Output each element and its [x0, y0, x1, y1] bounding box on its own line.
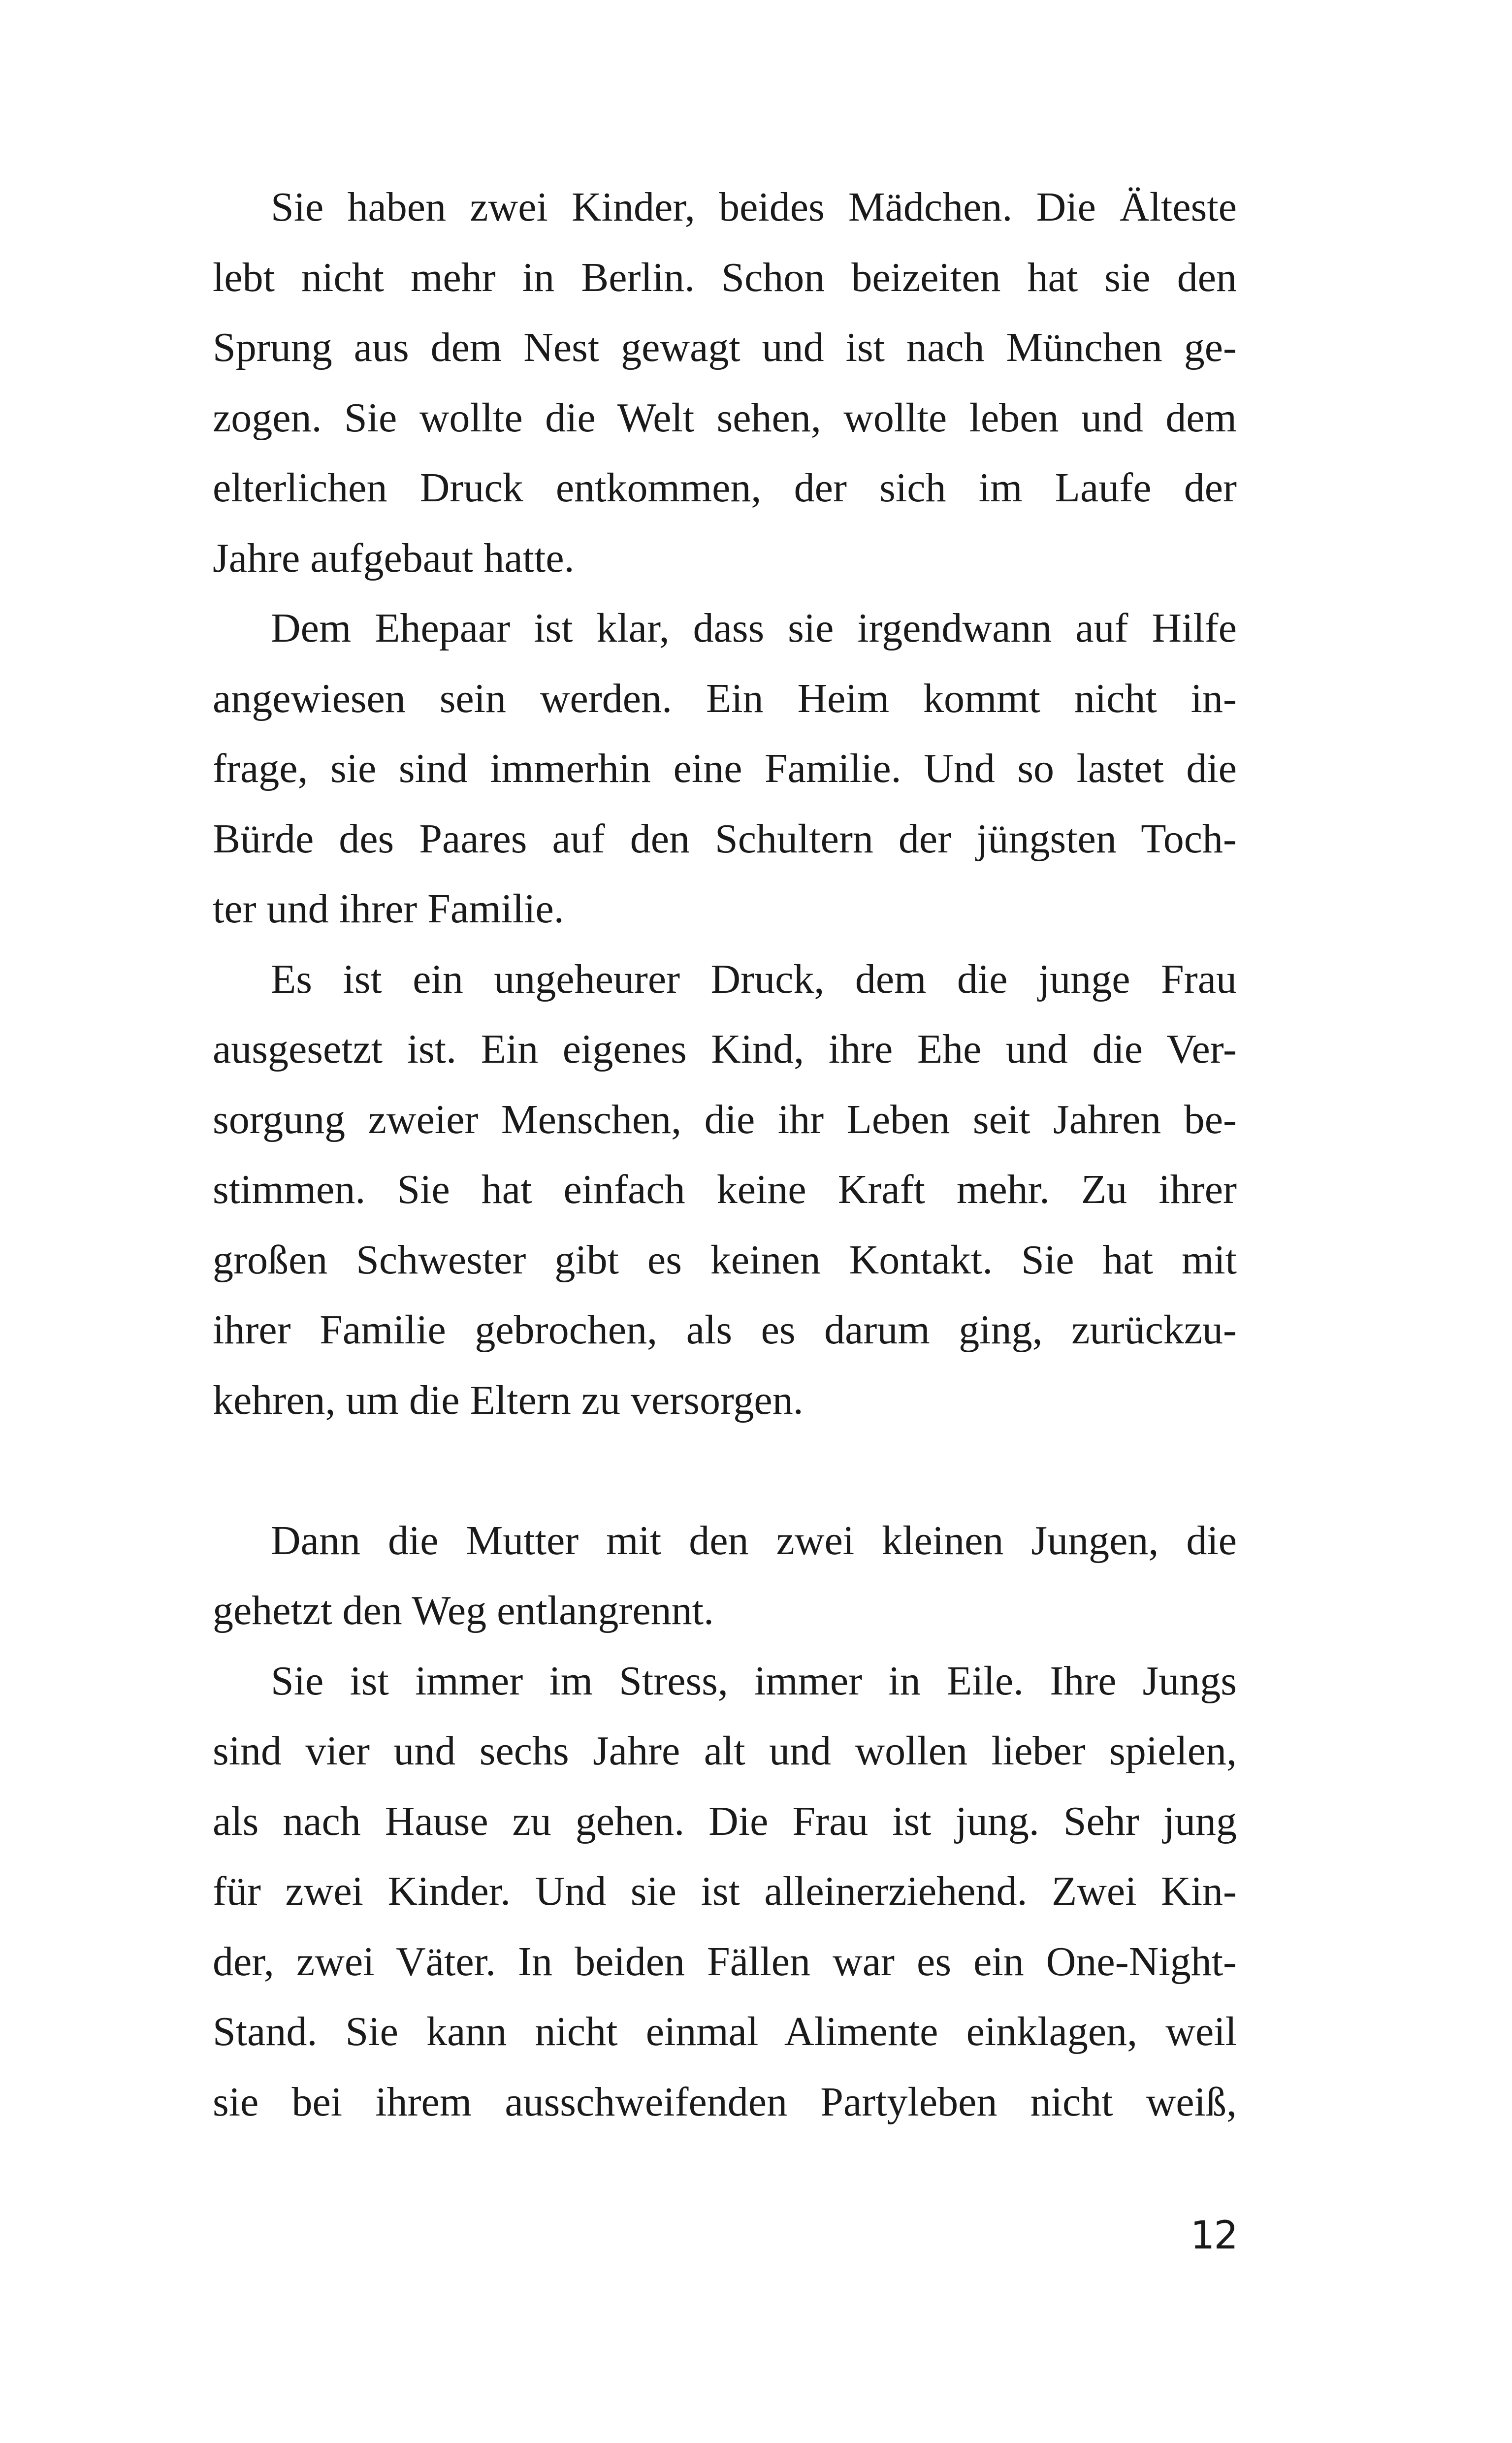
body-text [213, 172, 1237, 2137]
text-line: sie bei ihrem ausschweifenden Partyleben nicht weiß, [213, 2079, 1237, 2125]
text-line: Sie haben zwei Kinder, beides Mädchen. Die Älteste [271, 184, 1237, 230]
text-line: ihrer Familie gebrochen, als es darum ging, zurückzu- [213, 1307, 1237, 1353]
paragraph [213, 593, 1237, 945]
text-line: Bürde des Paares auf den Schultern der jüngsten Toch- [213, 815, 1237, 862]
text-line: Stand. Sie kann nicht einmal Alimente einklagen, weil [213, 2009, 1237, 2054]
text-line: kehren, um die Eltern zu versorgen. [213, 1377, 804, 1423]
text-line: für zwei Kinder. Und sie ist alleinerziehend. Zwei Kin- [213, 1868, 1237, 1914]
text-line: großen Schwester gibt es keinen Kontakt. Sie hat mit [213, 1237, 1237, 1283]
paragraph [213, 945, 1237, 1436]
paragraph [213, 1506, 1237, 1646]
text-line: Dem Ehepaar ist klar, dass sie irgendwann auf Hilfe [271, 605, 1237, 651]
text-line: Sie ist immer im Stress, immer in Eile. Ihre Jungs [271, 1658, 1237, 1704]
text-line: sorgung zweier Menschen, die ihr Leben seit Jahren be- [213, 1096, 1237, 1142]
text-line: lebt nicht mehr in Berlin. Schon beizeiten hat sie den [213, 254, 1237, 300]
page-number: 12 [1190, 2214, 1237, 2258]
text-line: der, zwei Väter. In beiden Fällen war es ein One-Night- [213, 1938, 1237, 1985]
text-line: Sprung aus dem Nest gewagt und ist nach München ge- [213, 325, 1237, 370]
text-line: Dann die Mutter mit den zwei kleinen Jungen, die [271, 1517, 1237, 1564]
text-line: frage, sie sind immerhin eine Familie. Und so lastet die [213, 746, 1237, 791]
text-line: Es ist ein ungeheurer Druck, dem die junge Frau [271, 956, 1237, 1002]
text-line: sind vier und sechs Jahre alt und wollen lieber spielen, [213, 1728, 1237, 1774]
section-break [213, 1435, 1237, 1506]
text-line: elterlichen Druck entkommen, der sich im Laufe der [213, 465, 1237, 511]
paragraph [213, 172, 1237, 593]
text-line: ausgesetzt ist. Ein eigenes Kind, ihre Ehe und die Ver- [213, 1026, 1237, 1072]
text-line: ter und ihrer Familie. [213, 886, 564, 932]
text-line: stimmen. Sie hat einfach keine Kraft mehr. Zu ihrer [213, 1167, 1237, 1212]
text-line: angewiesen sein werden. Ein Heim kommt nicht in- [213, 675, 1237, 721]
text-line: Jahre aufgebaut hatte. [213, 535, 575, 581]
paragraph [213, 1646, 1237, 2138]
text-line: gehetzt den Weg entlangrennt. [213, 1588, 714, 1633]
text-line: zogen. Sie wollte die Welt sehen, wollte leben und dem [213, 394, 1237, 441]
text-line: als nach Hause zu gehen. Die Frau ist jung. Sehr jung [213, 1798, 1237, 1844]
